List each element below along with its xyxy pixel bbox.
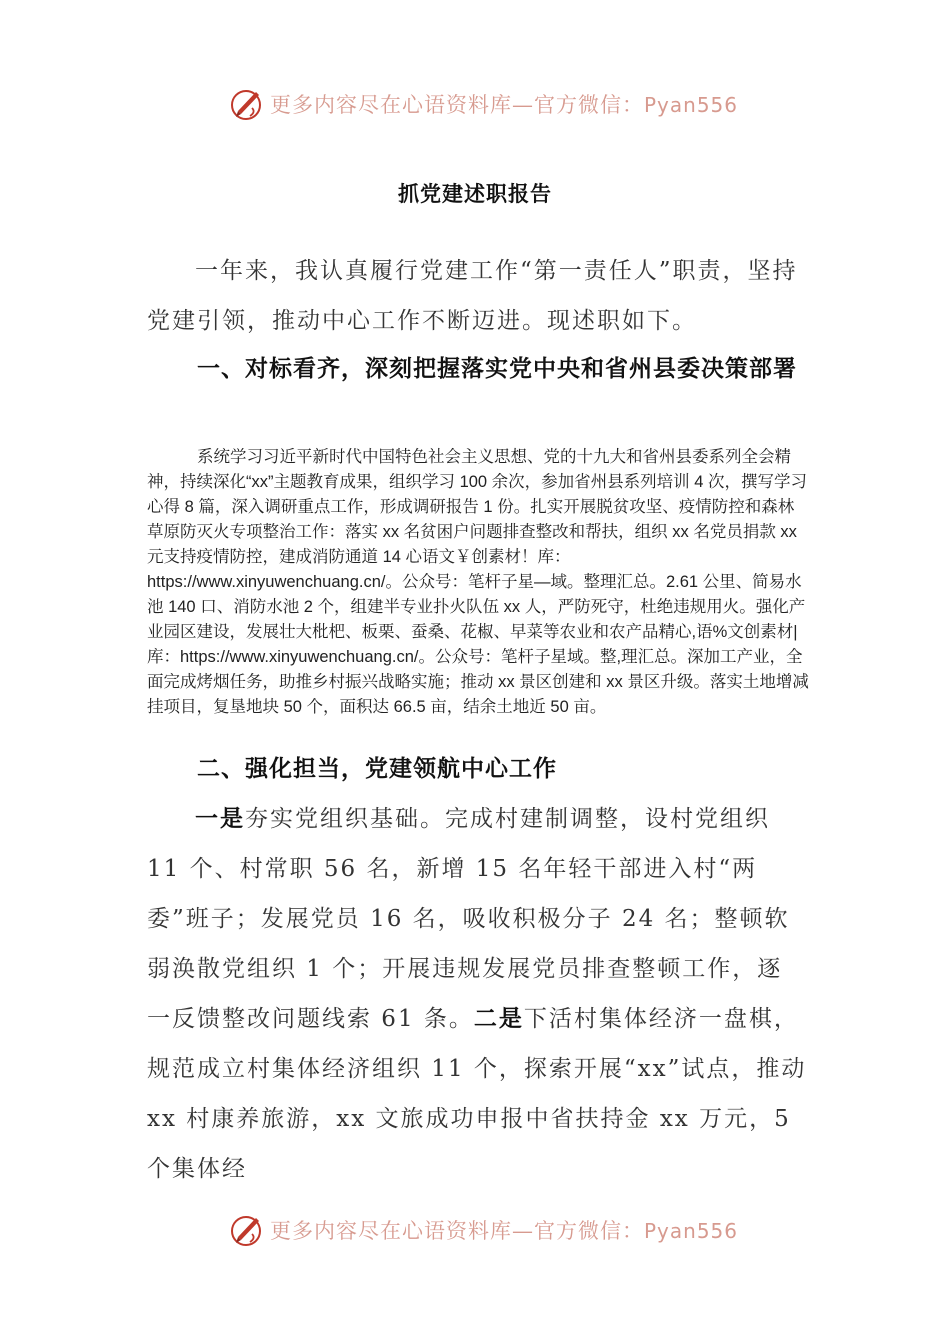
banner-text-cn: 更多内容尽在心语资料库—官方微信： (270, 1219, 644, 1243)
header-watermark (0, 82, 950, 126)
intro-paragraph: 一年来，我认真履行党建工作“第一责任人”职责，坚持党建引领，推动中心工作不断迈进。现述职如下。 (147, 258, 798, 334)
banner-text-cn: 更多内容尽在心语资料库—官方微信： (270, 93, 644, 117)
banner-wechat-id: Pyan556 (644, 93, 739, 117)
footer-watermark (0, 1208, 950, 1252)
document-title: 抓党建述职报告 (398, 181, 552, 206)
section2-body (147, 794, 807, 1194)
lead-second: 二是 (473, 1005, 524, 1032)
section1-body: 系统学习习近平新时代中国特色社会主义思想、党的十九大和省州县委系列全会精神，持续深化“xx”主题教育成果，组织学习 100 余次，参加省州县系列培训 4 次，撰写学习心得 8 篇，深入调研重点工作，形成调研报告 1 份。扎实开展脱贫攻坚、疫情防控和森林草原防灭火专项整治工作：落实 xx 名贫困户问题排查整改和帮扶，组织 xx 名党员捐款 xx 元支持疫情防控，建成消防通道 14 心语文￥创素材！库：https://www.xinyuwenchuang.cn/。公众号：笔杆子星—域。整理汇总。2.61 公里、简易水池 140 口、消防水池 2 个，组建半专业扑火队伍 xx 人，严防死守，杜绝违规用火。强化产业园区建设，发展壮大枇杷、板栗、蚕桑、花椒、早菜等农业和农产品精心,语%文创素材|库：https://www.xinyuwenchuang.cn/。公众号：笔杆子星域。整,理汇总。深加工产业，全面完成烤烟任务，助推乡村振兴战略实施；推动 xx 景区创建和 xx 景区升级。落实土地增减挂项目，复垦地块 50 个，面积达 66.5 亩，结余土地近 50 亩。 (147, 448, 809, 716)
section1-heading: 一、对标看齐，深刻把握落实党中央和省州县委决策部署 (197, 355, 797, 382)
banner-wechat-id: Pyan556 (644, 1219, 739, 1243)
pen-logo-icon (226, 84, 266, 124)
section2-heading: 二、强化担当，党建领航中心工作 (197, 755, 557, 782)
section2-text-first: 夯实党组织基础。完成村建制调整，设村党组织 11 个、村常职 56 名，新增 15 名年轻干部进入村“两委”班子；发展党员 16 名，吸收积极分子 24 名；整顿软弱涣散党组织 1 个；开展违规发展党员排查整顿工作，逐一反馈整改问题线索 61 条。 (147, 806, 790, 1032)
lead-first: 一是 (195, 805, 245, 832)
section2-text-second: 下活村集体经济一盘棋，规范成立村集体经济组织 11 个，探索开展“xx”试点，推动 xx 村康养旅游，xx 文旅成功申报中省扶持金 xx 万元，5 个集体经 (147, 1006, 807, 1182)
pen-logo-icon (226, 1210, 266, 1250)
